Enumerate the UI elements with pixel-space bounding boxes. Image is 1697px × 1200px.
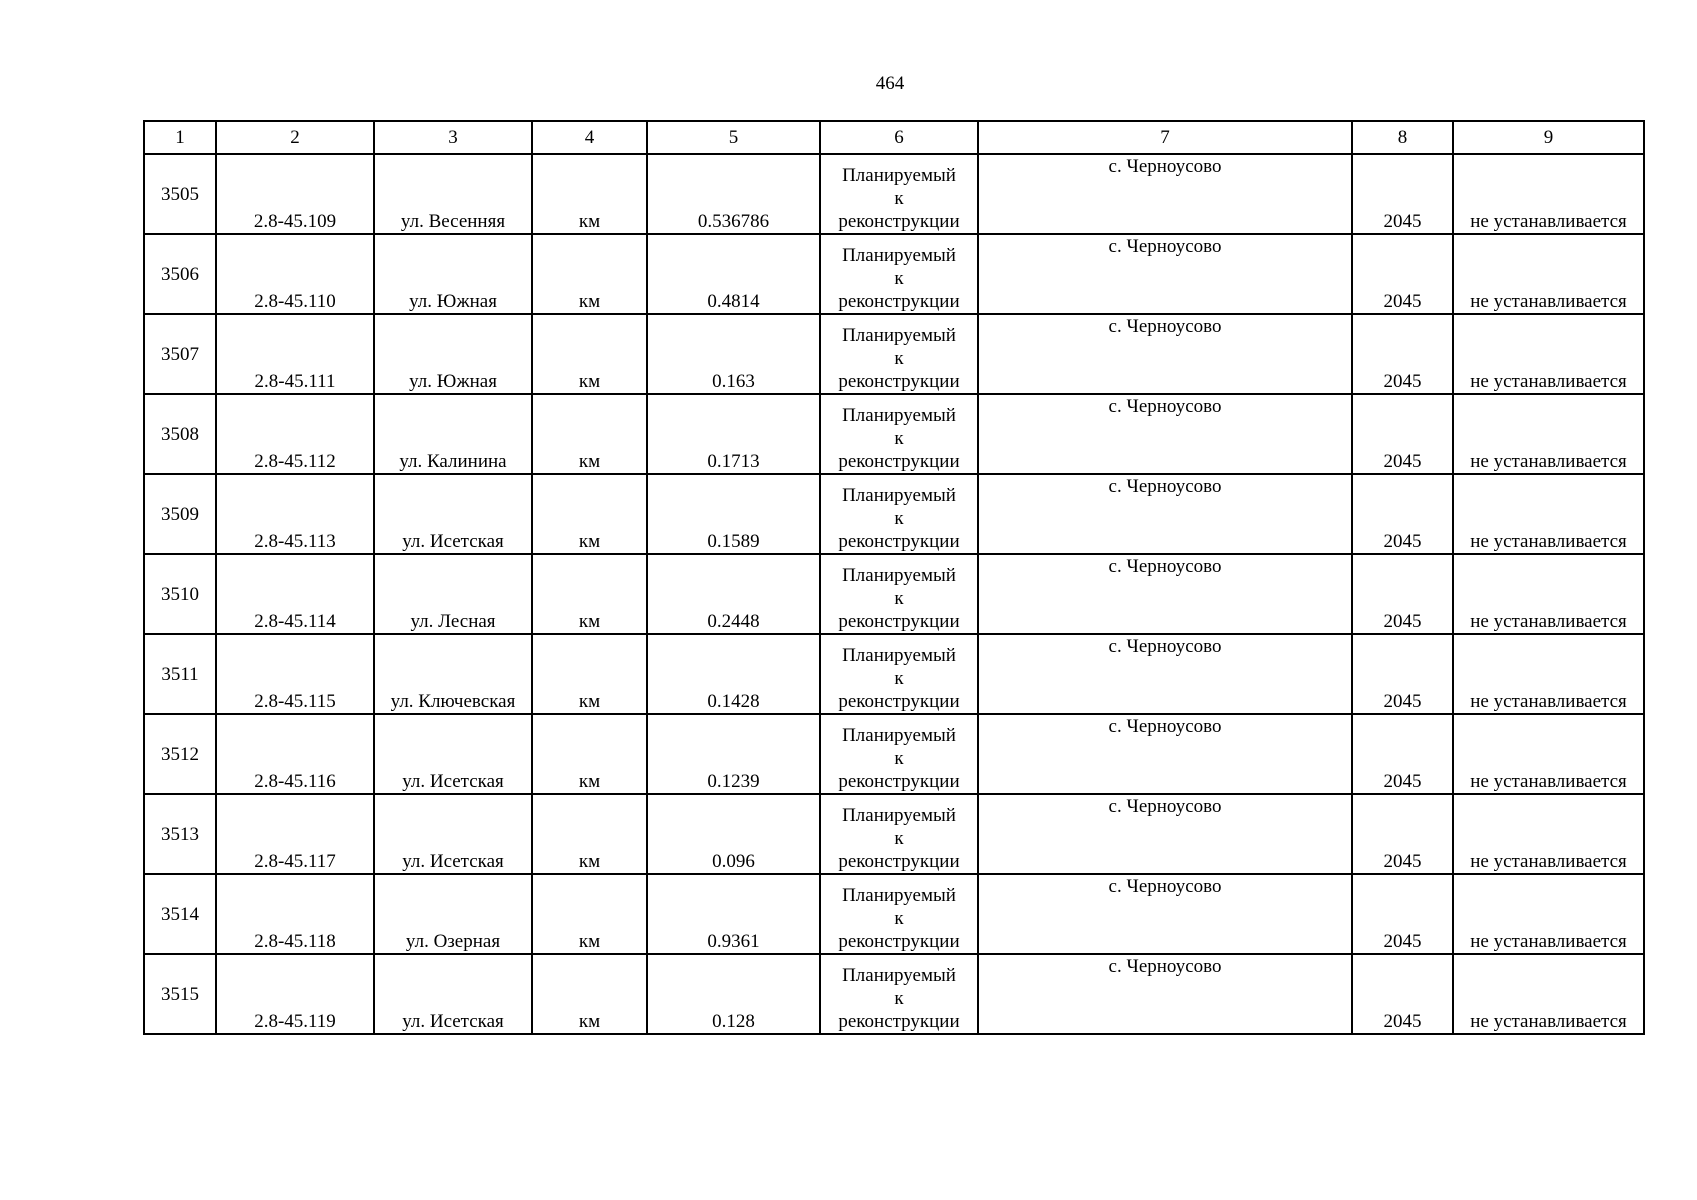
length-cell: 0.536786 — [647, 154, 820, 234]
year-cell: 2045 — [1352, 634, 1453, 714]
status-line: к — [894, 428, 904, 449]
code-cell: 2.8-45.115 — [216, 634, 374, 714]
unit-cell: км — [532, 314, 647, 394]
column-header: 1 — [144, 121, 216, 154]
row-number-cell: 3514 — [144, 874, 216, 954]
row-number-cell: 3507 — [144, 314, 216, 394]
column-header: 6 — [820, 121, 978, 154]
status-cell — [820, 634, 978, 714]
status-line: к — [894, 508, 904, 529]
code-cell: 2.8-45.109 — [216, 154, 374, 234]
table-row — [144, 234, 1644, 314]
status-cell — [820, 554, 978, 634]
year-cell: 2045 — [1352, 714, 1453, 794]
year-cell: 2045 — [1352, 554, 1453, 634]
location-cell: с. Черноусово — [978, 874, 1352, 954]
status-line: реконструкции — [838, 851, 960, 872]
street-cell: ул. Ключевская — [374, 634, 532, 714]
year-cell: 2045 — [1352, 794, 1453, 874]
code-cell: 2.8-45.111 — [216, 314, 374, 394]
row-number-cell: 3510 — [144, 554, 216, 634]
status-cell — [820, 874, 978, 954]
note-cell: не устанавливается — [1453, 314, 1644, 394]
status-line: Планируемый — [842, 485, 956, 506]
unit-cell: км — [532, 874, 647, 954]
note-cell: не устанавливается — [1453, 714, 1644, 794]
status-line: реконструкции — [838, 451, 960, 472]
street-cell: ул. Калинина — [374, 394, 532, 474]
street-cell: ул. Исетская — [374, 954, 532, 1034]
status-line: Планируемый — [842, 165, 956, 186]
status-line: реконструкции — [838, 531, 960, 552]
status-line: Планируемый — [842, 405, 956, 426]
status-cell — [820, 154, 978, 234]
table-row — [144, 394, 1644, 474]
unit-cell: км — [532, 794, 647, 874]
table-body — [144, 121, 1644, 1034]
table-row — [144, 154, 1644, 234]
status-line: реконструкции — [838, 771, 960, 792]
location-cell: с. Черноусово — [978, 554, 1352, 634]
street-cell: ул. Южная — [374, 234, 532, 314]
status-line: к — [894, 188, 904, 209]
note-cell: не устанавливается — [1453, 554, 1644, 634]
status-line: реконструкции — [838, 931, 960, 952]
row-number-cell: 3511 — [144, 634, 216, 714]
table-row — [144, 554, 1644, 634]
street-cell: ул. Весенняя — [374, 154, 532, 234]
location-cell: с. Черноусово — [978, 634, 1352, 714]
status-line: Планируемый — [842, 325, 956, 346]
column-header: 8 — [1352, 121, 1453, 154]
status-line: реконструкции — [838, 1011, 960, 1032]
status-line: реконструкции — [838, 371, 960, 392]
code-cell: 2.8-45.117 — [216, 794, 374, 874]
header-row — [144, 121, 1644, 154]
table-row — [144, 794, 1644, 874]
status-line: к — [894, 668, 904, 689]
note-cell: не устанавливается — [1453, 874, 1644, 954]
location-cell: с. Черноусово — [978, 234, 1352, 314]
status-line: Планируемый — [842, 885, 956, 906]
length-cell: 0.1713 — [647, 394, 820, 474]
column-header: 9 — [1453, 121, 1644, 154]
note-cell: не устанавливается — [1453, 394, 1644, 474]
row-number-cell: 3508 — [144, 394, 216, 474]
code-cell: 2.8-45.114 — [216, 554, 374, 634]
length-cell: 0.9361 — [647, 874, 820, 954]
length-cell: 0.2448 — [647, 554, 820, 634]
status-cell — [820, 314, 978, 394]
status-cell — [820, 234, 978, 314]
location-cell: с. Черноусово — [978, 314, 1352, 394]
location-cell: с. Черноусово — [978, 714, 1352, 794]
status-line: Планируемый — [842, 645, 956, 666]
row-number-cell: 3505 — [144, 154, 216, 234]
row-number-cell: 3509 — [144, 474, 216, 554]
unit-cell: км — [532, 234, 647, 314]
status-line: Планируемый — [842, 725, 956, 746]
status-line: к — [894, 588, 904, 609]
note-cell: не устанавливается — [1453, 234, 1644, 314]
location-cell: с. Черноусово — [978, 154, 1352, 234]
table-row — [144, 314, 1644, 394]
status-line: Планируемый — [842, 245, 956, 266]
status-line: к — [894, 748, 904, 769]
unit-cell: км — [532, 554, 647, 634]
column-header: 5 — [647, 121, 820, 154]
length-cell: 0.1428 — [647, 634, 820, 714]
length-cell: 0.128 — [647, 954, 820, 1034]
status-line: к — [894, 988, 904, 1009]
length-cell: 0.1239 — [647, 714, 820, 794]
status-cell — [820, 794, 978, 874]
unit-cell: км — [532, 954, 647, 1034]
year-cell: 2045 — [1352, 474, 1453, 554]
length-cell: 0.096 — [647, 794, 820, 874]
location-cell: с. Черноусово — [978, 954, 1352, 1034]
status-cell — [820, 474, 978, 554]
code-cell: 2.8-45.119 — [216, 954, 374, 1034]
street-cell: ул. Исетская — [374, 794, 532, 874]
unit-cell: км — [532, 154, 647, 234]
street-cell: ул. Озерная — [374, 874, 532, 954]
row-number-cell: 3506 — [144, 234, 216, 314]
status-line: к — [894, 828, 904, 849]
code-cell: 2.8-45.118 — [216, 874, 374, 954]
unit-cell: км — [532, 474, 647, 554]
status-line: реконструкции — [838, 211, 960, 232]
table-row — [144, 474, 1644, 554]
length-cell: 0.163 — [647, 314, 820, 394]
length-cell: 0.1589 — [647, 474, 820, 554]
data-table — [143, 120, 1645, 1035]
street-cell: ул. Исетская — [374, 474, 532, 554]
table-row — [144, 714, 1644, 794]
year-cell: 2045 — [1352, 954, 1453, 1034]
row-number-cell: 3515 — [144, 954, 216, 1034]
unit-cell: км — [532, 634, 647, 714]
table-row — [144, 954, 1644, 1034]
status-cell — [820, 714, 978, 794]
code-cell: 2.8-45.116 — [216, 714, 374, 794]
year-cell: 2045 — [1352, 874, 1453, 954]
code-cell: 2.8-45.113 — [216, 474, 374, 554]
note-cell: не устанавливается — [1453, 954, 1644, 1034]
table-row — [144, 634, 1644, 714]
note-cell: не устанавливается — [1453, 634, 1644, 714]
year-cell: 2045 — [1352, 154, 1453, 234]
status-line: реконструкции — [838, 291, 960, 312]
column-header: 4 — [532, 121, 647, 154]
status-line: Планируемый — [842, 565, 956, 586]
status-line: к — [894, 268, 904, 289]
code-cell: 2.8-45.110 — [216, 234, 374, 314]
page-number: 464 — [875, 73, 905, 94]
street-cell: ул. Южная — [374, 314, 532, 394]
column-header: 3 — [374, 121, 532, 154]
status-line: реконструкции — [838, 691, 960, 712]
year-cell: 2045 — [1352, 314, 1453, 394]
column-header: 2 — [216, 121, 374, 154]
location-cell: с. Черноусово — [978, 794, 1352, 874]
column-header: 7 — [978, 121, 1352, 154]
unit-cell: км — [532, 714, 647, 794]
unit-cell: км — [532, 394, 647, 474]
status-cell — [820, 394, 978, 474]
status-cell — [820, 954, 978, 1034]
row-number-cell: 3513 — [144, 794, 216, 874]
status-line: Планируемый — [842, 805, 956, 826]
status-line: к — [894, 348, 904, 369]
note-cell: не устанавливается — [1453, 474, 1644, 554]
code-cell: 2.8-45.112 — [216, 394, 374, 474]
note-cell: не устанавливается — [1453, 794, 1644, 874]
location-cell: с. Черноусово — [978, 394, 1352, 474]
row-number-cell: 3512 — [144, 714, 216, 794]
length-cell: 0.4814 — [647, 234, 820, 314]
note-cell: не устанавливается — [1453, 154, 1644, 234]
street-cell: ул. Исетская — [374, 714, 532, 794]
year-cell: 2045 — [1352, 234, 1453, 314]
status-line: реконструкции — [838, 611, 960, 632]
table-row — [144, 874, 1644, 954]
status-line: Планируемый — [842, 965, 956, 986]
street-cell: ул. Лесная — [374, 554, 532, 634]
status-line: к — [894, 908, 904, 929]
location-cell: с. Черноусово — [978, 474, 1352, 554]
year-cell: 2045 — [1352, 394, 1453, 474]
